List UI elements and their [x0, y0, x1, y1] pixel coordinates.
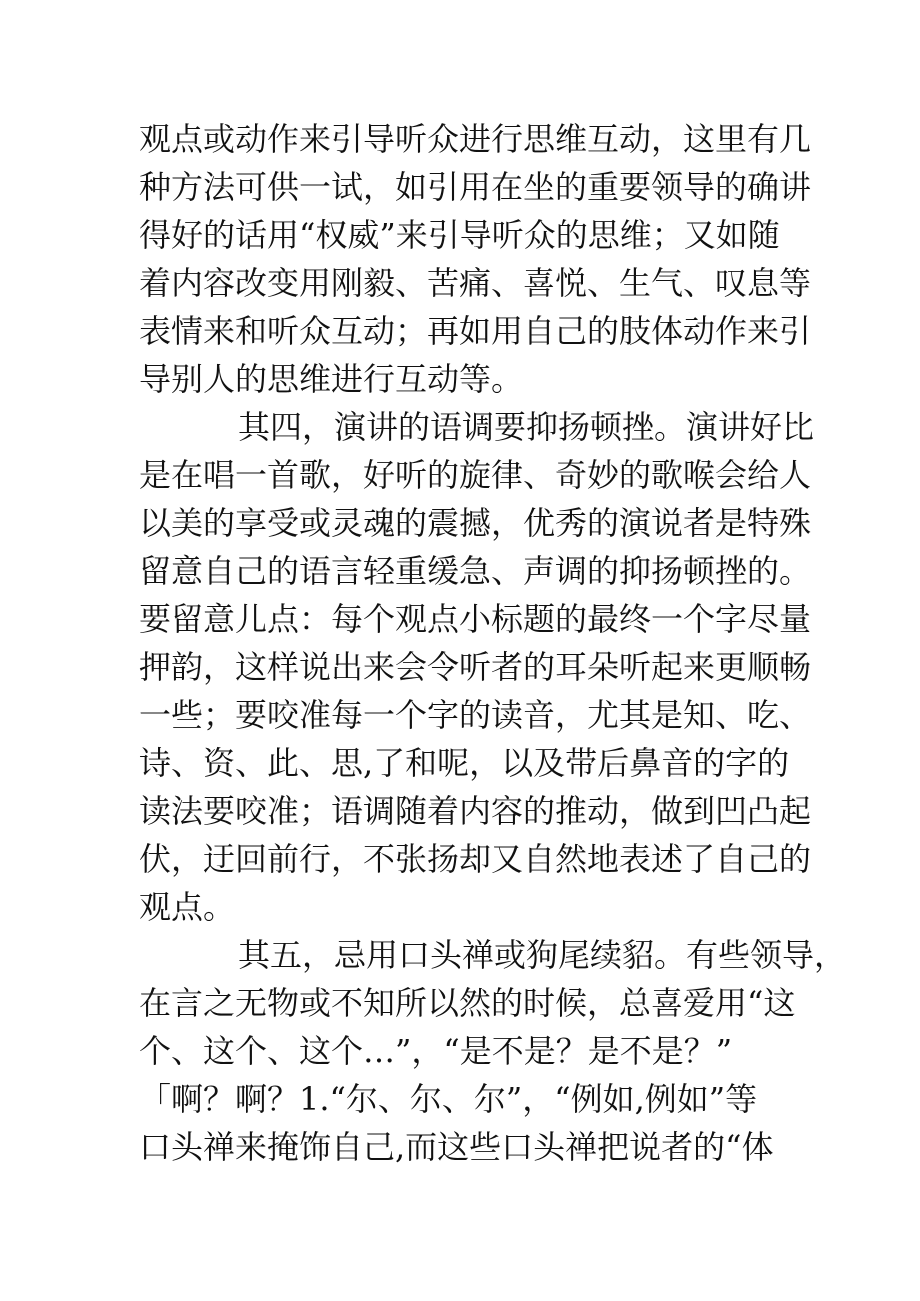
text-line: 导别人的思维进行互动等。 [139, 360, 524, 398]
text-line: 「啊？啊？1.“尔、尔、尔”，“例如,例如”等 [139, 1080, 758, 1118]
text-line: 着内容改变用刚毅、苦痛、喜悦、生气、叹息等 [139, 264, 812, 302]
text-line: 观点或动作来引导听众进行思维互动，这里有几 [139, 120, 812, 158]
text-line: 在言之无物或不知所以然的时候，总喜爱用“这 [139, 984, 796, 1022]
text-line: 个、这个、这个…”，“是不是？是不是？” [139, 1032, 733, 1070]
text-line: 以美的享受或灵魂的震撼，优秀的演说者是特殊 [139, 504, 812, 542]
text-line: 得好的话用“权威”来引导听众的思维；又如随 [139, 216, 780, 254]
text-line: 种方法可供一试，如引用在坐的重要领导的确讲 [139, 168, 812, 206]
text-line: 读法要咬准；语调随着内容的推动，做到凹凸起 [139, 792, 812, 830]
text-line: 口头禅来掩饰自己,而这些口头禅把说者的“体 [139, 1128, 774, 1166]
text-line: 观点。 [139, 888, 236, 926]
text-line: 留意自己的语言轻重缓急、声调的抑扬顿挫的。 [139, 552, 812, 590]
text-line: 要留意儿点：每个观点小标题的最终一个字尽量 [139, 600, 812, 638]
text-line: 押韵，这样说出来会令听者的耳朵听起来更顺畅 [139, 648, 812, 686]
text-line: 表情来和听众互动；再如用自己的肢体动作来引 [139, 312, 812, 350]
paragraph-first-line: 其五，忌用口头禅或狗尾续貂。有些领导， [238, 936, 847, 974]
text-line: 一些；要咬准每一个字的读音，尤其是知、吃、 [139, 696, 812, 734]
text-line: 伏，迂回前行，不张扬却又自然地表述了自己的 [139, 840, 812, 878]
text-line: 是在唱一首歌，好听的旋律、奇妙的歌喉会给人 [139, 456, 812, 494]
text-line: 诗、资、此、思,了和呢，以及带后鼻音的字的 [139, 744, 790, 782]
paragraph-first-line: 其四，演讲的语调要抑扬顿挫。演讲好比 [238, 408, 815, 446]
